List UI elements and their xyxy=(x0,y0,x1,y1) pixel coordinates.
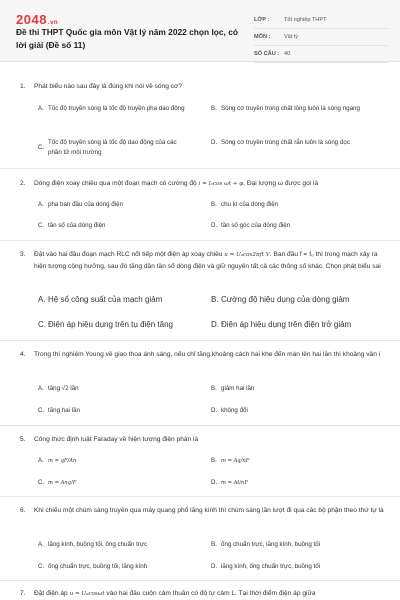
document-meta xyxy=(254,12,388,63)
option-a[interactable] xyxy=(38,104,188,114)
option-letter: D. xyxy=(211,320,219,329)
question-3 xyxy=(20,249,389,272)
formula: i = I₀cos ωt + φ xyxy=(198,181,244,187)
option-letter: A. xyxy=(38,105,44,112)
option-text: Sóng cơ truyền trong chất rắn luôn là sóng dọc xyxy=(221,139,350,146)
question-number: 3. xyxy=(20,251,26,258)
option-formula: m = Anq/F xyxy=(48,480,77,486)
option-text: giảm hai lần xyxy=(221,385,255,392)
question-divider xyxy=(0,496,400,497)
option-letter: C. xyxy=(38,320,46,329)
question-text: Đặt điện áp u = U₀cosωt vào hai đầu cuộn cảm thuần có độ tự cảm L. Tại thời điểm điện áp giữa xyxy=(34,590,316,597)
question-divider xyxy=(0,580,400,581)
option-text: tần số của dòng điện xyxy=(48,222,106,229)
question-text: Trong thí nghiệm Young về giao thoa ánh sáng, nếu chỉ tăng khoảng cách hai khe đến màn lên hai lần thì khoảng vân i xyxy=(34,351,381,358)
option-letter: B. xyxy=(211,105,217,112)
question-5 xyxy=(20,434,389,445)
option-text: Tốc độ truyền sóng là tốc độ truyền pha dao động xyxy=(48,105,185,112)
question-divider xyxy=(0,425,400,426)
option-text: Hệ số công suất của mạch giảm xyxy=(48,295,163,304)
option-letter: A. xyxy=(38,385,44,392)
question-text: Công thức định luật Faraday về hiện tượng điện phân là xyxy=(34,436,199,443)
option-a[interactable] xyxy=(38,384,188,394)
question-number: 7. xyxy=(20,590,26,597)
option-letter: B. xyxy=(211,385,217,392)
question-divider xyxy=(0,340,400,341)
option-letter: C. xyxy=(38,407,45,414)
option-letter: D. xyxy=(211,407,218,414)
question-number: 5. xyxy=(20,436,26,443)
meta-subject-row xyxy=(254,29,388,46)
option-d[interactable] xyxy=(211,138,361,148)
option-text: Điện áp hiệu dụng trên điện trở giảm xyxy=(221,320,352,329)
meta-value: Tốt nghiệp THPT xyxy=(284,17,327,23)
question-6 xyxy=(20,505,389,516)
formula: u = U₀cos2πft V xyxy=(224,252,270,258)
meta-key: SỐ CÂU : xyxy=(254,51,280,57)
option-c[interactable] xyxy=(38,406,188,416)
option-letter: A. xyxy=(38,295,46,304)
meta-class-row xyxy=(254,12,388,29)
question-4 xyxy=(20,349,389,360)
option-letter: C. xyxy=(38,479,45,486)
question-text: Đặt vào hai đầu đoạn mạch RLC nối tiếp một điện áp xoay chiều u = U₀cos2πft V. Ban đầu f = f₀ thì trong mạch xảy ra hiện tượng cộng hưởng, sau đó tăng dần tần số dòng điện và giữ nguyên tất cả các thông số khác. Chọn phát biểu sai xyxy=(34,251,381,270)
question-number: 2. xyxy=(20,180,26,187)
option-text: pha ban đầu của dòng điện xyxy=(48,201,124,208)
option-letter: D. xyxy=(211,479,218,486)
meta-key: LỚP : xyxy=(254,17,270,23)
question-divider xyxy=(0,240,400,241)
document-title: Đề thi THPT Quốc gia môn Vật lý năm 2022 chọn lọc, có lời giải (Đề số 11) xyxy=(16,27,238,50)
option-d[interactable] xyxy=(211,221,361,231)
option-letter: C. xyxy=(38,563,45,570)
option-letter: B. xyxy=(211,457,217,464)
meta-key: MÔN : xyxy=(254,34,271,40)
option-text: chu kì của dòng điện xyxy=(221,201,279,208)
option-letter: A. xyxy=(38,541,44,548)
option-b[interactable] xyxy=(211,456,361,466)
option-b[interactable] xyxy=(211,384,361,394)
meta-count-row xyxy=(254,46,388,63)
option-text: lăng kính, buồng tối, ống chuẩn trực xyxy=(48,541,148,548)
option-letter: D. xyxy=(211,139,218,146)
meta-value: Vật lý xyxy=(284,34,298,40)
question-divider xyxy=(0,168,400,169)
option-formula: m = Aq/nF xyxy=(221,458,250,464)
option-c[interactable] xyxy=(38,319,223,331)
question-number: 1. xyxy=(20,83,26,90)
option-b[interactable] xyxy=(211,540,361,550)
option-a[interactable] xyxy=(38,200,188,210)
option-a[interactable] xyxy=(38,294,223,306)
option-letter: A. xyxy=(38,457,44,464)
option-c[interactable] xyxy=(38,138,188,158)
option-text: tăng hai lần xyxy=(48,407,80,414)
option-text: không đổi xyxy=(221,407,248,414)
option-c[interactable] xyxy=(38,478,188,488)
option-letter: B. xyxy=(211,295,219,304)
option-text: Điện áp hiệu dụng trên tụ điện tăng xyxy=(48,320,173,329)
option-a[interactable] xyxy=(38,540,188,550)
option-d[interactable] xyxy=(211,562,361,572)
option-d[interactable] xyxy=(211,406,361,416)
option-letter: C. xyxy=(38,222,45,229)
option-formula: m = qF/An xyxy=(48,458,77,464)
option-b[interactable] xyxy=(211,104,361,114)
option-text: ống chuẩn trực, lăng kính, buồng tối xyxy=(221,541,321,548)
option-letter: A. xyxy=(38,201,44,208)
option-text: lăng kính, ống chuẩn trực, buồng tối xyxy=(221,563,321,570)
option-letter: C. xyxy=(38,144,45,151)
option-letter: B. xyxy=(211,541,217,548)
option-formula: m = At/nF xyxy=(221,480,248,486)
formula: u = U₀cosωt xyxy=(69,591,105,597)
option-c[interactable] xyxy=(38,221,188,231)
site-logo[interactable]: 2048.vn xyxy=(16,12,59,27)
question-number: 6. xyxy=(20,507,26,514)
question-number: 4. xyxy=(20,351,26,358)
question-text: Phát biểu nào sau đây là đúng khi nói về sóng cơ? xyxy=(34,83,183,90)
question-7 xyxy=(20,588,389,600)
option-text: tần số góc của dòng điện xyxy=(221,222,291,229)
option-b[interactable] xyxy=(211,200,361,210)
option-text: Sóng cơ truyền trong chất lỏng luôn là sóng ngang xyxy=(221,105,360,112)
option-text: Tốc độ truyền sóng là tốc độ dao động của các phần tử môi trường xyxy=(48,139,177,156)
meta-value: 40 xyxy=(284,51,291,57)
option-letter: D. xyxy=(211,222,218,229)
option-text: tăng √2 lần xyxy=(48,385,79,392)
option-c[interactable] xyxy=(38,562,188,572)
question-text: Khi chiếu một chùm sáng truyền qua máy quang phổ lăng kính thì chùm sáng lần lượt đi qua các bộ phận theo thứ tự là xyxy=(34,507,384,514)
option-a[interactable] xyxy=(38,456,188,466)
question-text: Dòng điện xoay chiều qua một đoạn mạch có cường độ i = I₀cos ωt + φ. Đại lượng ω được gọi là xyxy=(34,180,319,187)
option-d[interactable] xyxy=(211,319,396,331)
option-letter: B. xyxy=(211,201,217,208)
option-letter: D. xyxy=(211,563,218,570)
document-header xyxy=(0,0,400,62)
option-b[interactable] xyxy=(211,294,396,306)
option-text: Cường độ hiệu dụng của dòng giảm xyxy=(221,295,350,304)
option-text: ống chuẩn trực, buồng tối, lăng kính xyxy=(48,563,148,570)
question-2 xyxy=(20,178,389,190)
option-d[interactable] xyxy=(211,478,361,488)
question-1 xyxy=(20,81,389,92)
